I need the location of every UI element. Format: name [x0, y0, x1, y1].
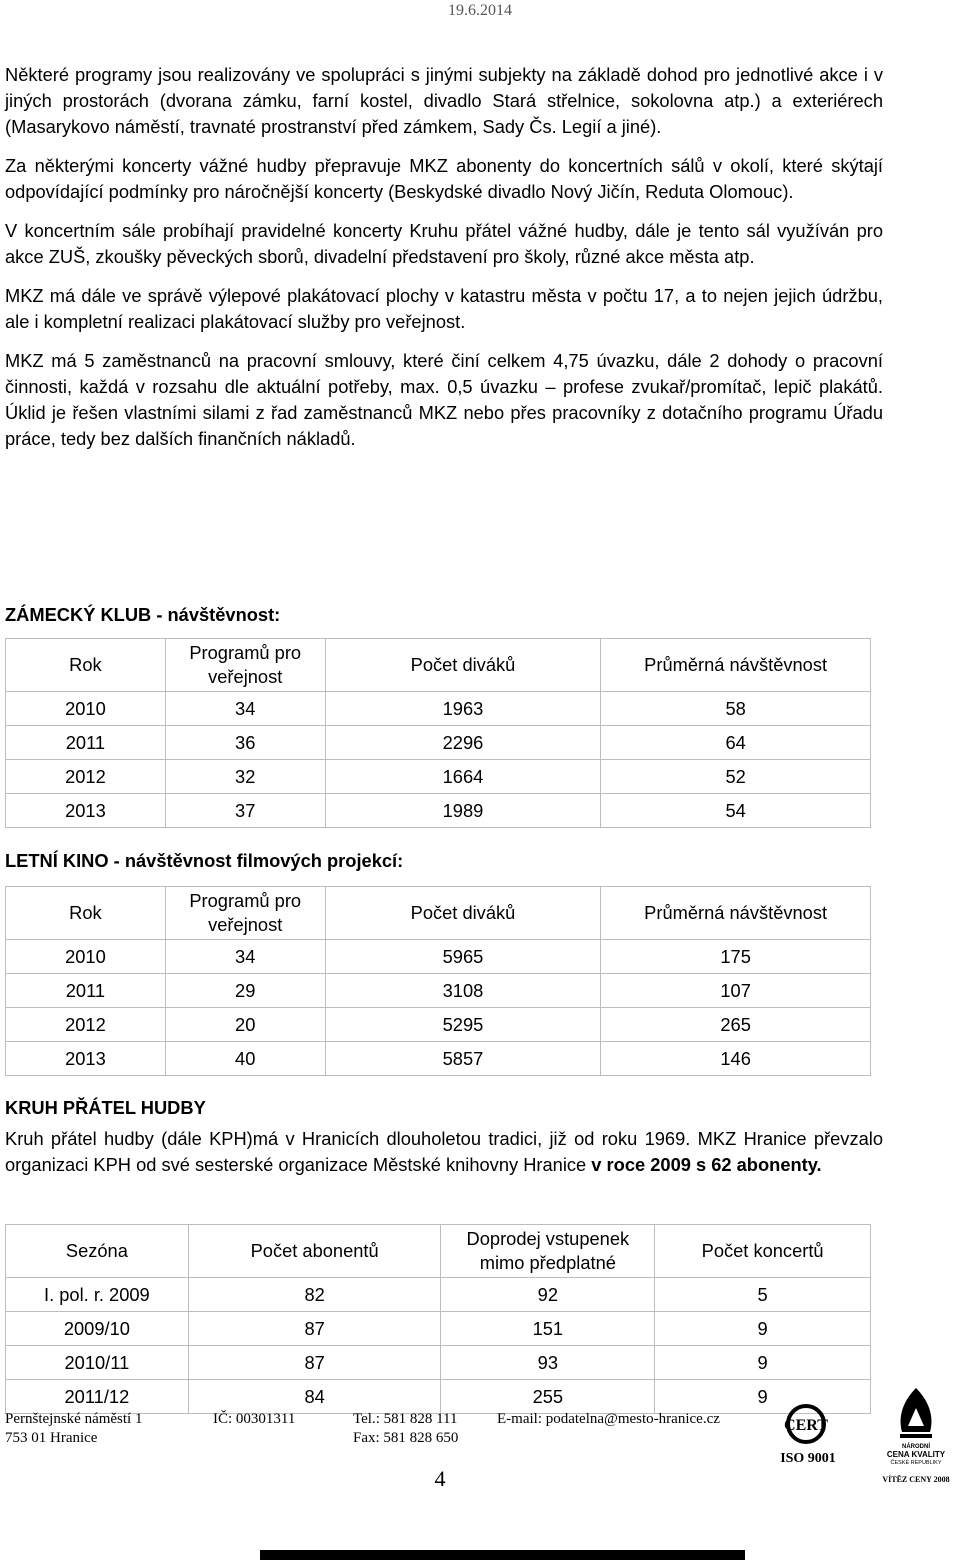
kph-text: Kruh přátel hudby (dále KPH)má v Hranicích dlouholetou tradici, již od roku 1969. MKZ Hranice převzalo organizaci KPH od své sesterské organizace Městské knihovny Hranice [5, 1128, 883, 1175]
table-cell: 146 [601, 1042, 871, 1076]
table-cell: 2011 [6, 726, 166, 760]
table-cell: 9 [655, 1312, 871, 1346]
table-row [6, 726, 871, 760]
table-cell: 5295 [325, 1008, 601, 1042]
table-cell: 37 [165, 794, 325, 828]
table-row [6, 794, 871, 828]
column-header: Průměrná návštěvnost [601, 887, 871, 940]
footer-email: E-mail: podatelna@mesto-hranice.cz [497, 1411, 720, 1427]
table-cell: 2296 [325, 726, 601, 760]
table-cell: 82 [188, 1278, 441, 1312]
table-cell: 2010 [6, 692, 166, 726]
table-row [6, 1278, 871, 1312]
letni-kino-table [5, 886, 871, 1076]
column-header: Počet diváků [325, 887, 601, 940]
table-cell: 92 [441, 1278, 655, 1312]
table-cell: 107 [601, 974, 871, 1008]
page-number: 4 [434, 1466, 446, 1491]
footer-address-line2: 753 01 Hranice [5, 1430, 98, 1446]
column-header: Průměrná návštěvnost [601, 639, 871, 692]
paragraph-poster-boards: MKZ má dále ve správě výlepové plakátovací plochy v katastru města v počtu 17, a to nejen jejich údržbu, ale i kompletní realizaci plakátovací služby pro veřejnost. [5, 285, 883, 332]
footer-ic: IČ: 00301311 [213, 1411, 296, 1427]
table-cell: 175 [601, 940, 871, 974]
column-header: Programů pro veřejnost [165, 887, 325, 940]
column-header: Počet abonentů [188, 1225, 441, 1278]
table-cell: 40 [165, 1042, 325, 1076]
table-cell: 3108 [325, 974, 601, 1008]
table-cell: 265 [601, 1008, 871, 1042]
table-cell: 32 [165, 760, 325, 794]
table-row [6, 1346, 871, 1380]
table-cell: 2010 [6, 940, 166, 974]
table-cell: 1989 [325, 794, 601, 828]
column-header: Sezóna [6, 1225, 189, 1278]
table-row [6, 692, 871, 726]
table-header-row [6, 1225, 871, 1278]
table-cell: 2012 [6, 760, 166, 794]
intro-paragraphs [5, 62, 883, 452]
table-row [6, 1312, 871, 1346]
table-cell: 52 [601, 760, 871, 794]
table-cell: 20 [165, 1008, 325, 1042]
table-cell: 5 [655, 1278, 871, 1312]
page-date: 19.6.2014 [448, 2, 512, 19]
table-cell: 255 [441, 1380, 655, 1414]
table-cell: 36 [165, 726, 325, 760]
table-cell: 29 [165, 974, 325, 1008]
zamecky-klub-table [5, 638, 871, 828]
zamecky-klub-heading: ZÁMECKÝ KLUB - návštěvnost: [5, 604, 281, 625]
table-cell: 58 [601, 692, 871, 726]
paragraph-concert-hall: V koncertním sále probíhají pravidelné koncerty Kruhu přátel vážné hudby, dále je tento sál využíván pro akce ZUŠ, zkoušky pěveckých sborů, divadelní představení pro školy, různé akce města atp. [5, 220, 883, 267]
table-cell: 54 [601, 794, 871, 828]
ncq-line1: NÁRODNÍ [902, 1444, 930, 1450]
kph-paragraph [5, 1126, 883, 1178]
table-cell: 2013 [6, 794, 166, 828]
table-cell: 93 [441, 1346, 655, 1380]
ncq-line4: VÍTĚZ CENY 2008 [882, 1475, 950, 1484]
table-cell: 2011 [6, 974, 166, 1008]
footer-address-line1: Pernštejnské náměstí 1 [5, 1411, 143, 1427]
column-header: Rok [6, 887, 166, 940]
table-cell: 87 [188, 1312, 441, 1346]
column-header: Počet koncertů [655, 1225, 871, 1278]
table-cell: 34 [165, 940, 325, 974]
table-header-row [6, 887, 871, 940]
table-row [6, 974, 871, 1008]
paragraph-transport-concerts: Za některými koncerty vážné hudby přepravuje MKZ abonenty do koncertních sálů v okolí, které skýtají odpovídající podmínky pro náročnější koncerty (Beskydské divadlo Nový Jičín, Reduta Olomouc). [5, 155, 883, 202]
table-cell: 64 [601, 726, 871, 760]
footer-tel: Tel.: 581 828 111 [353, 1411, 458, 1427]
table-cell: 151 [441, 1312, 655, 1346]
paragraph-staff: MKZ má 5 zaměstnanců na pracovní smlouvy, které činí celkem 4,75 úvazku, dále 2 dohody o pracovní činnosti, každá v rozsahu dle aktuální potřeby, max. 0,5 úvazku – profese zvukař/promítač, lepič plakátů. Úklid je řešen vlastními silami z řad zaměstnanců MKZ nebo přes pracovníky z dotačního programu Úřadu práce, tedy bez dalších finančních nákladů. [5, 350, 883, 449]
column-header: Programů pro veřejnost [165, 639, 325, 692]
kph-section [5, 1095, 883, 1178]
cert-label-small: CERT [784, 1417, 828, 1434]
kph-text-bold: v roce 2009 s 62 abonenty. [591, 1154, 822, 1175]
column-header: Doprodej vstupenek mimo předplatné [441, 1225, 655, 1278]
table-header-row [6, 639, 871, 692]
bottom-black-bar [260, 1550, 745, 1560]
table-cell: 5965 [325, 940, 601, 974]
kph-table [5, 1224, 871, 1414]
table-row [6, 940, 871, 974]
kph-heading: KRUH PŘÁTEL HUDBY [5, 1097, 206, 1118]
table-cell: 87 [188, 1346, 441, 1380]
paragraph-partner-programs: Některé programy jsou realizovány ve spolupráci s jinými subjekty na základě dohod pro jednotlivé akce i v jiných prostorách (dvorana zámku, farní kostel, divadlo Stará střelnice, sokolovna atp.) a exteriérech (Masarykovo náměstí, travnaté prostranství před zámkem, Sady Čs. Legií a jiné). [5, 64, 883, 137]
column-header: Počet diváků [325, 639, 601, 692]
table-cell: 2010/11 [6, 1346, 189, 1380]
footer-fax: Fax: 581 828 650 [353, 1430, 459, 1446]
table-cell: 2009/10 [6, 1312, 189, 1346]
table-row [6, 760, 871, 794]
table-cell: 1664 [325, 760, 601, 794]
table-row [6, 1380, 871, 1414]
column-header: Rok [6, 639, 166, 692]
table-cell: 1963 [325, 692, 601, 726]
table-cell: 34 [165, 692, 325, 726]
national-quality-award-logo [872, 1384, 960, 1490]
table-row [6, 1042, 871, 1076]
ncq-line3: ČESKÉ REPUBLIKY [890, 1460, 942, 1466]
table-row [6, 1008, 871, 1042]
table-cell: 5857 [325, 1042, 601, 1076]
table-cell: 84 [188, 1380, 441, 1414]
table-cell: 9 [655, 1346, 871, 1380]
table-cell: 2012 [6, 1008, 166, 1042]
table-cell: 9 [655, 1380, 871, 1414]
cert-iso-logo [770, 1400, 840, 1470]
table-cell: I. pol. r. 2009 [6, 1278, 189, 1312]
letni-kino-heading: LETNÍ KINO - návštěvnost filmových projekcí: [5, 850, 404, 871]
table-cell: 2011/12 [6, 1380, 189, 1414]
ncq-line2: CENA KVALITY [886, 1450, 946, 1459]
cert-iso-label: ISO 9001 [780, 1451, 836, 1466]
table-cell: 2013 [6, 1042, 166, 1076]
